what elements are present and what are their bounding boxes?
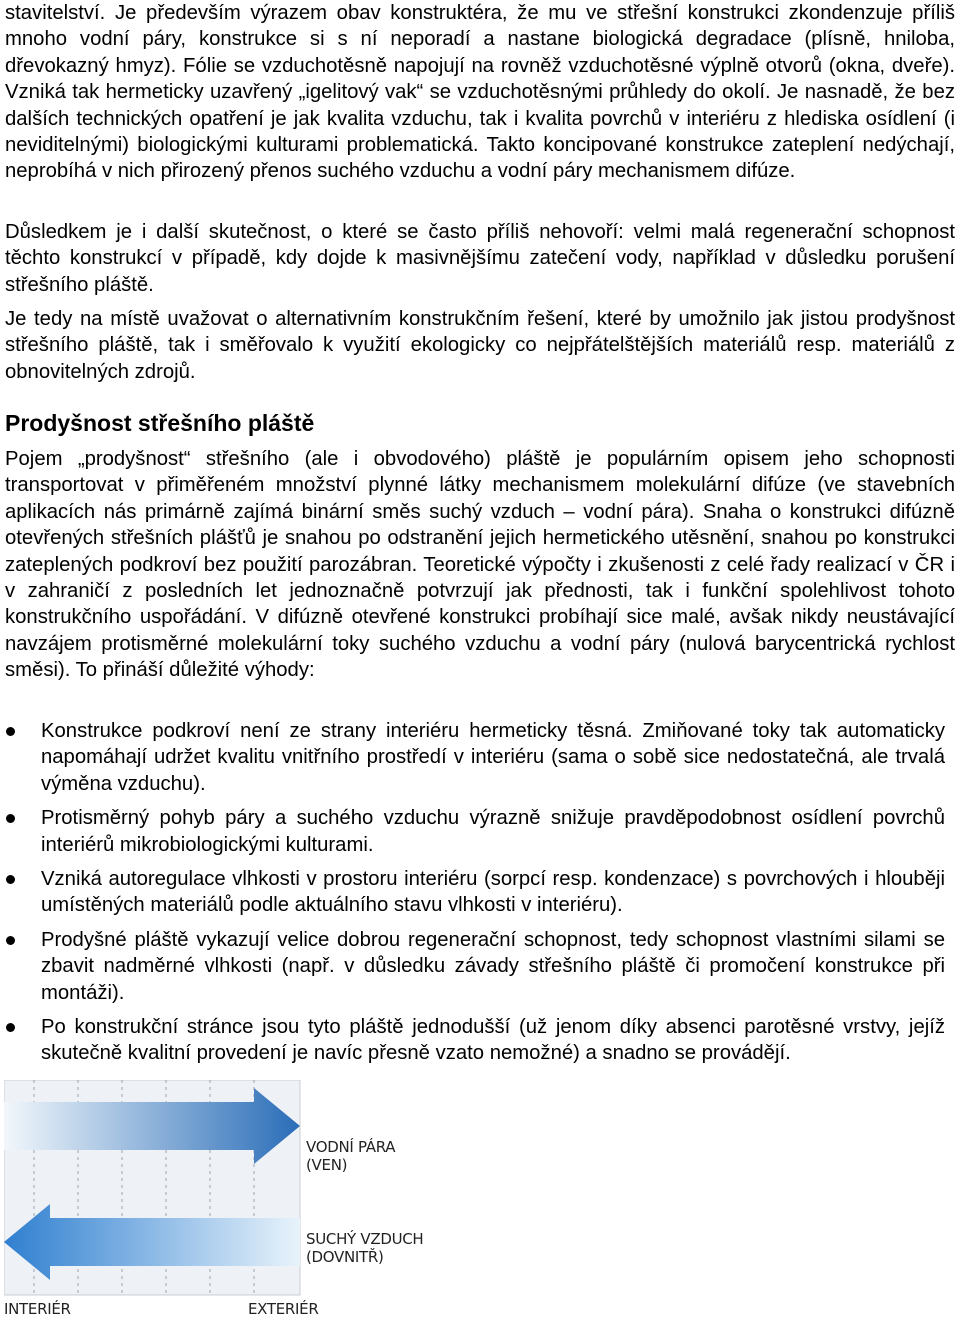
diffusion-diagram: [4, 1080, 434, 1319]
vapor-label-2: (VEN): [306, 1156, 348, 1174]
exterior-label: EXTERIÉR: [248, 1300, 319, 1318]
list-item: [0, 866, 950, 919]
paragraph-3: Je tedy na místě uvažovat o alternativním konstrukčním řešení, které by umožnilo jak jistou prodyšnost střešního pláště, tak i směřovalo k využití ekologicky co nejpřátelštějších materiálů resp. materiálů z obnovitelných zdrojů.: [5, 308, 955, 383]
section-heading: Prodyšnost střešního pláště: [5, 410, 315, 436]
list-item: [0, 927, 950, 1006]
list-item: [0, 718, 950, 797]
paragraph-2: Důsledkem je i další skutečnost, o které se často příliš nehovoří: velmi malá regenerační schopnost těchto konstrukcí v případě, kdy dojde k masivnějšímu zatečení vody, například v důsledku porušení střešního pláště.: [5, 221, 955, 296]
list-item: [0, 805, 950, 858]
bullet-icon: [6, 814, 15, 823]
list-item-text: Vzniká autoregulace vlhkosti v prostoru interiéru (sorpcí resp. kondenzace) s povrchových i hlouběji umístěných materiálů podle aktuálního stavu vlhkosti v interiéru).: [41, 868, 945, 917]
bullet-icon: [6, 1023, 15, 1032]
list-item: [0, 1014, 950, 1067]
bullet-icon: [6, 936, 15, 945]
interior-label: INTERIÉR: [4, 1300, 71, 1318]
bullet-icon: [6, 875, 15, 884]
list-item-text: Prodyšné pláště vykazují velice dobrou regenerační schopnost, tedy schopnost vlastními silami se zbavit nadměrné vlhkosti (např. v důsledku závady střešního pláště či promočení konstrukce při montáži).: [41, 928, 945, 1004]
vapor-label-1: VODNÍ PÁRA: [306, 1138, 396, 1156]
air-label-1: SUCHÝ VZDUCH: [306, 1230, 424, 1248]
bullet-icon: [6, 727, 15, 736]
list-item-text: Protisměrný pohyb páry a suchého vzduchu výrazně snižuje pravděpodobnost osídlení povrchů interiérů mikrobiologickými kulturami.: [41, 807, 945, 856]
paragraph-4: Pojem „prodyšnost“ střešního (ale i obvodového) pláště je populárním opisem jeho schopnosti transportovat v přiměřeném množství plynné látky mechanismem molekulární difúze (ve stavebních aplikacích nás primárně zajímá binární směs suchý vzduch – vodní pára). Snaha o konstrukci difúzně otevřených střešních plášťů je snahou po odstranění jejich hermetického utěsnění, snahou po konstrukci zateplených podkroví bez použití parozábran. Teoretické výpočty i zkušenosti z celé řady realizací v ČR i v zahraničí z posledních let jednoznačně potvrzují jak přednosti, tak i funkční spolehlivost tohoto konstrukčního uspořádání. V difúzně otevřené konstrukci probíhají sice malé, avšak nikdy neustávající navzájem protisměrné molekulární toky suchého vzduchu a vodní páry (nulová barycentrická rychlost směsi). To přináší důležité výhody:: [5, 448, 955, 682]
list-item-text: Po konstrukční stránce jsou tyto pláště jednodušší (už jenom díky absenci parotěsné vrstvy, jejíž skutečně kvalitní provedení je navíc přesně vzato nemožné) a snadno se provádějí.: [41, 1016, 945, 1065]
air-label-2: (DOVNITŘ): [306, 1248, 384, 1266]
list-item-text: Konstrukce podkroví není ze strany interiéru hermeticky těsná. Zmiňované toky tak automaticky napomáhají udržet kvalitu vnitřního prostředí v interiéru (sama o sobě sice nedostatečná, ale trvalá výměna vzduchu).: [41, 720, 945, 795]
advantages-list: [0, 718, 950, 1075]
paragraph-1: stavitelství. Je především výrazem obav konstruktéra, že mu ve střešní konstrukci zkondenzuje příliš mnoho vodní páry, konstrukce si s ní neporadí a nastane biologická degradace (plísně, hniloba, dřevokazný hmyz). Fólie se vzduchotěsně napojují na rovněž vzduchotěsné výplně otvorů (okna, dveře). Vzniká tak hermeticky uzavřený „igelitový vak“ se vzduchotěsnými průhledy do okolí. Je nasnadě, že bez dalších technických opatření je jak kvalita vzduchu, tak i kvalita povrchů v interiéru z hlediska osídlení (i neviditelnými) biologickými kulturami problematická. Takto koncipované konstrukce zateplení nedýchají, neprobíhá v nich přirozený přenos suchého vzduchu a vodní páry mechanismem difúze.: [5, 2, 955, 183]
